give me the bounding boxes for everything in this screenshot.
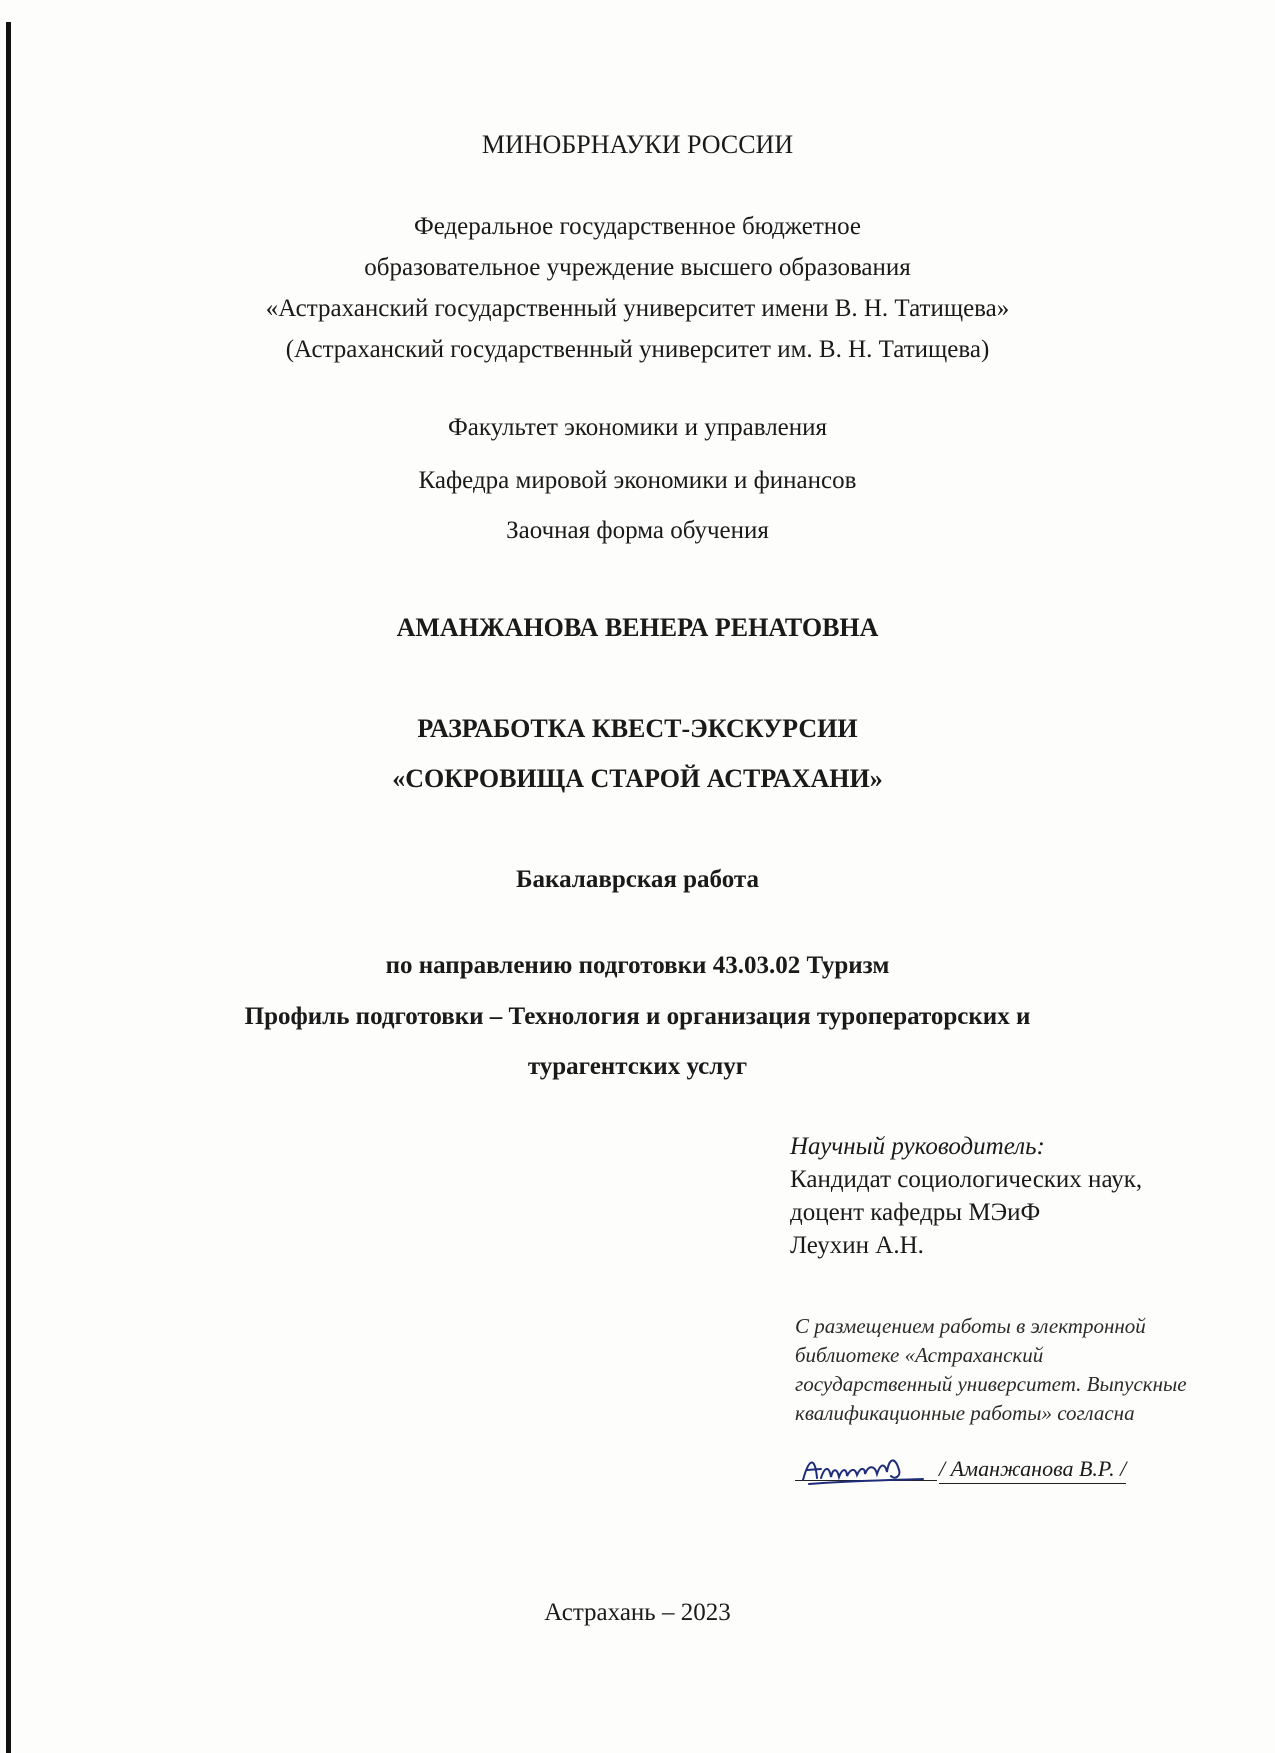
institution-line-3: «Астраханский государственный университет имени В. Н. Татищева» <box>265 295 1010 322</box>
city-year: Астрахань – 2023 <box>544 1599 731 1626</box>
consent-line-2: библиотеке «Астраханский <box>795 1343 1044 1367</box>
handwritten-signature-icon <box>795 1450 935 1490</box>
title-line-2: «СОКРОВИЩА СТАРОЙ АСТРАХАНИ» <box>392 764 883 793</box>
consent-line-3: государственный университет. Выпускные <box>795 1372 1187 1396</box>
consent-statement <box>795 1312 1235 1428</box>
signature-row <box>795 1450 1195 1490</box>
direction: по направлению подготовки 43.03.02 Туризм <box>385 952 890 979</box>
supervisor-position: доцент кафедры МЭиФ <box>790 1199 1041 1226</box>
faculty-name: Факультет экономики и управления <box>447 414 828 441</box>
signature-name: / Аманжанова В.Р. / <box>939 1456 1126 1484</box>
title-line-1: РАЗРАБОТКА КВЕСТ-ЭКСКУРСИИ <box>417 714 858 743</box>
institution-line-2: образовательное учреждение высшего образования <box>364 254 911 281</box>
supervisor-block <box>790 1130 1142 1262</box>
consent-line-1: С размещением работы в электронной <box>795 1314 1146 1338</box>
department-name: Кафедра мировой экономики и финансов <box>418 467 857 494</box>
consent-line-4: квалификационные работы» согласна <box>795 1401 1135 1425</box>
author-name: АМАНЖАНОВА ВЕНЕРА РЕНАТОВНА <box>396 613 879 642</box>
profile-line-1: Профиль подготовки – Технология и организация туроператорских и <box>244 1003 1031 1030</box>
supervisor-degree: Кандидат социологических наук, <box>790 1166 1143 1193</box>
work-type: Бакалаврская работа <box>516 866 759 893</box>
institution-line-4: (Астраханский государственный университет им. В. Н. Татищева) <box>285 336 990 363</box>
study-form: Заочная форма обучения <box>506 517 769 544</box>
ministry-heading: МИНОБРНАУКИ РОССИИ <box>481 130 794 159</box>
profile-line-2: турагентских услуг <box>527 1053 748 1080</box>
supervisor-name: Леухин А.Н. <box>790 1232 924 1259</box>
institution-line-1: Федеральное государственное бюджетное <box>413 213 862 240</box>
supervisor-label: Научный руководитель: <box>790 1133 1045 1160</box>
